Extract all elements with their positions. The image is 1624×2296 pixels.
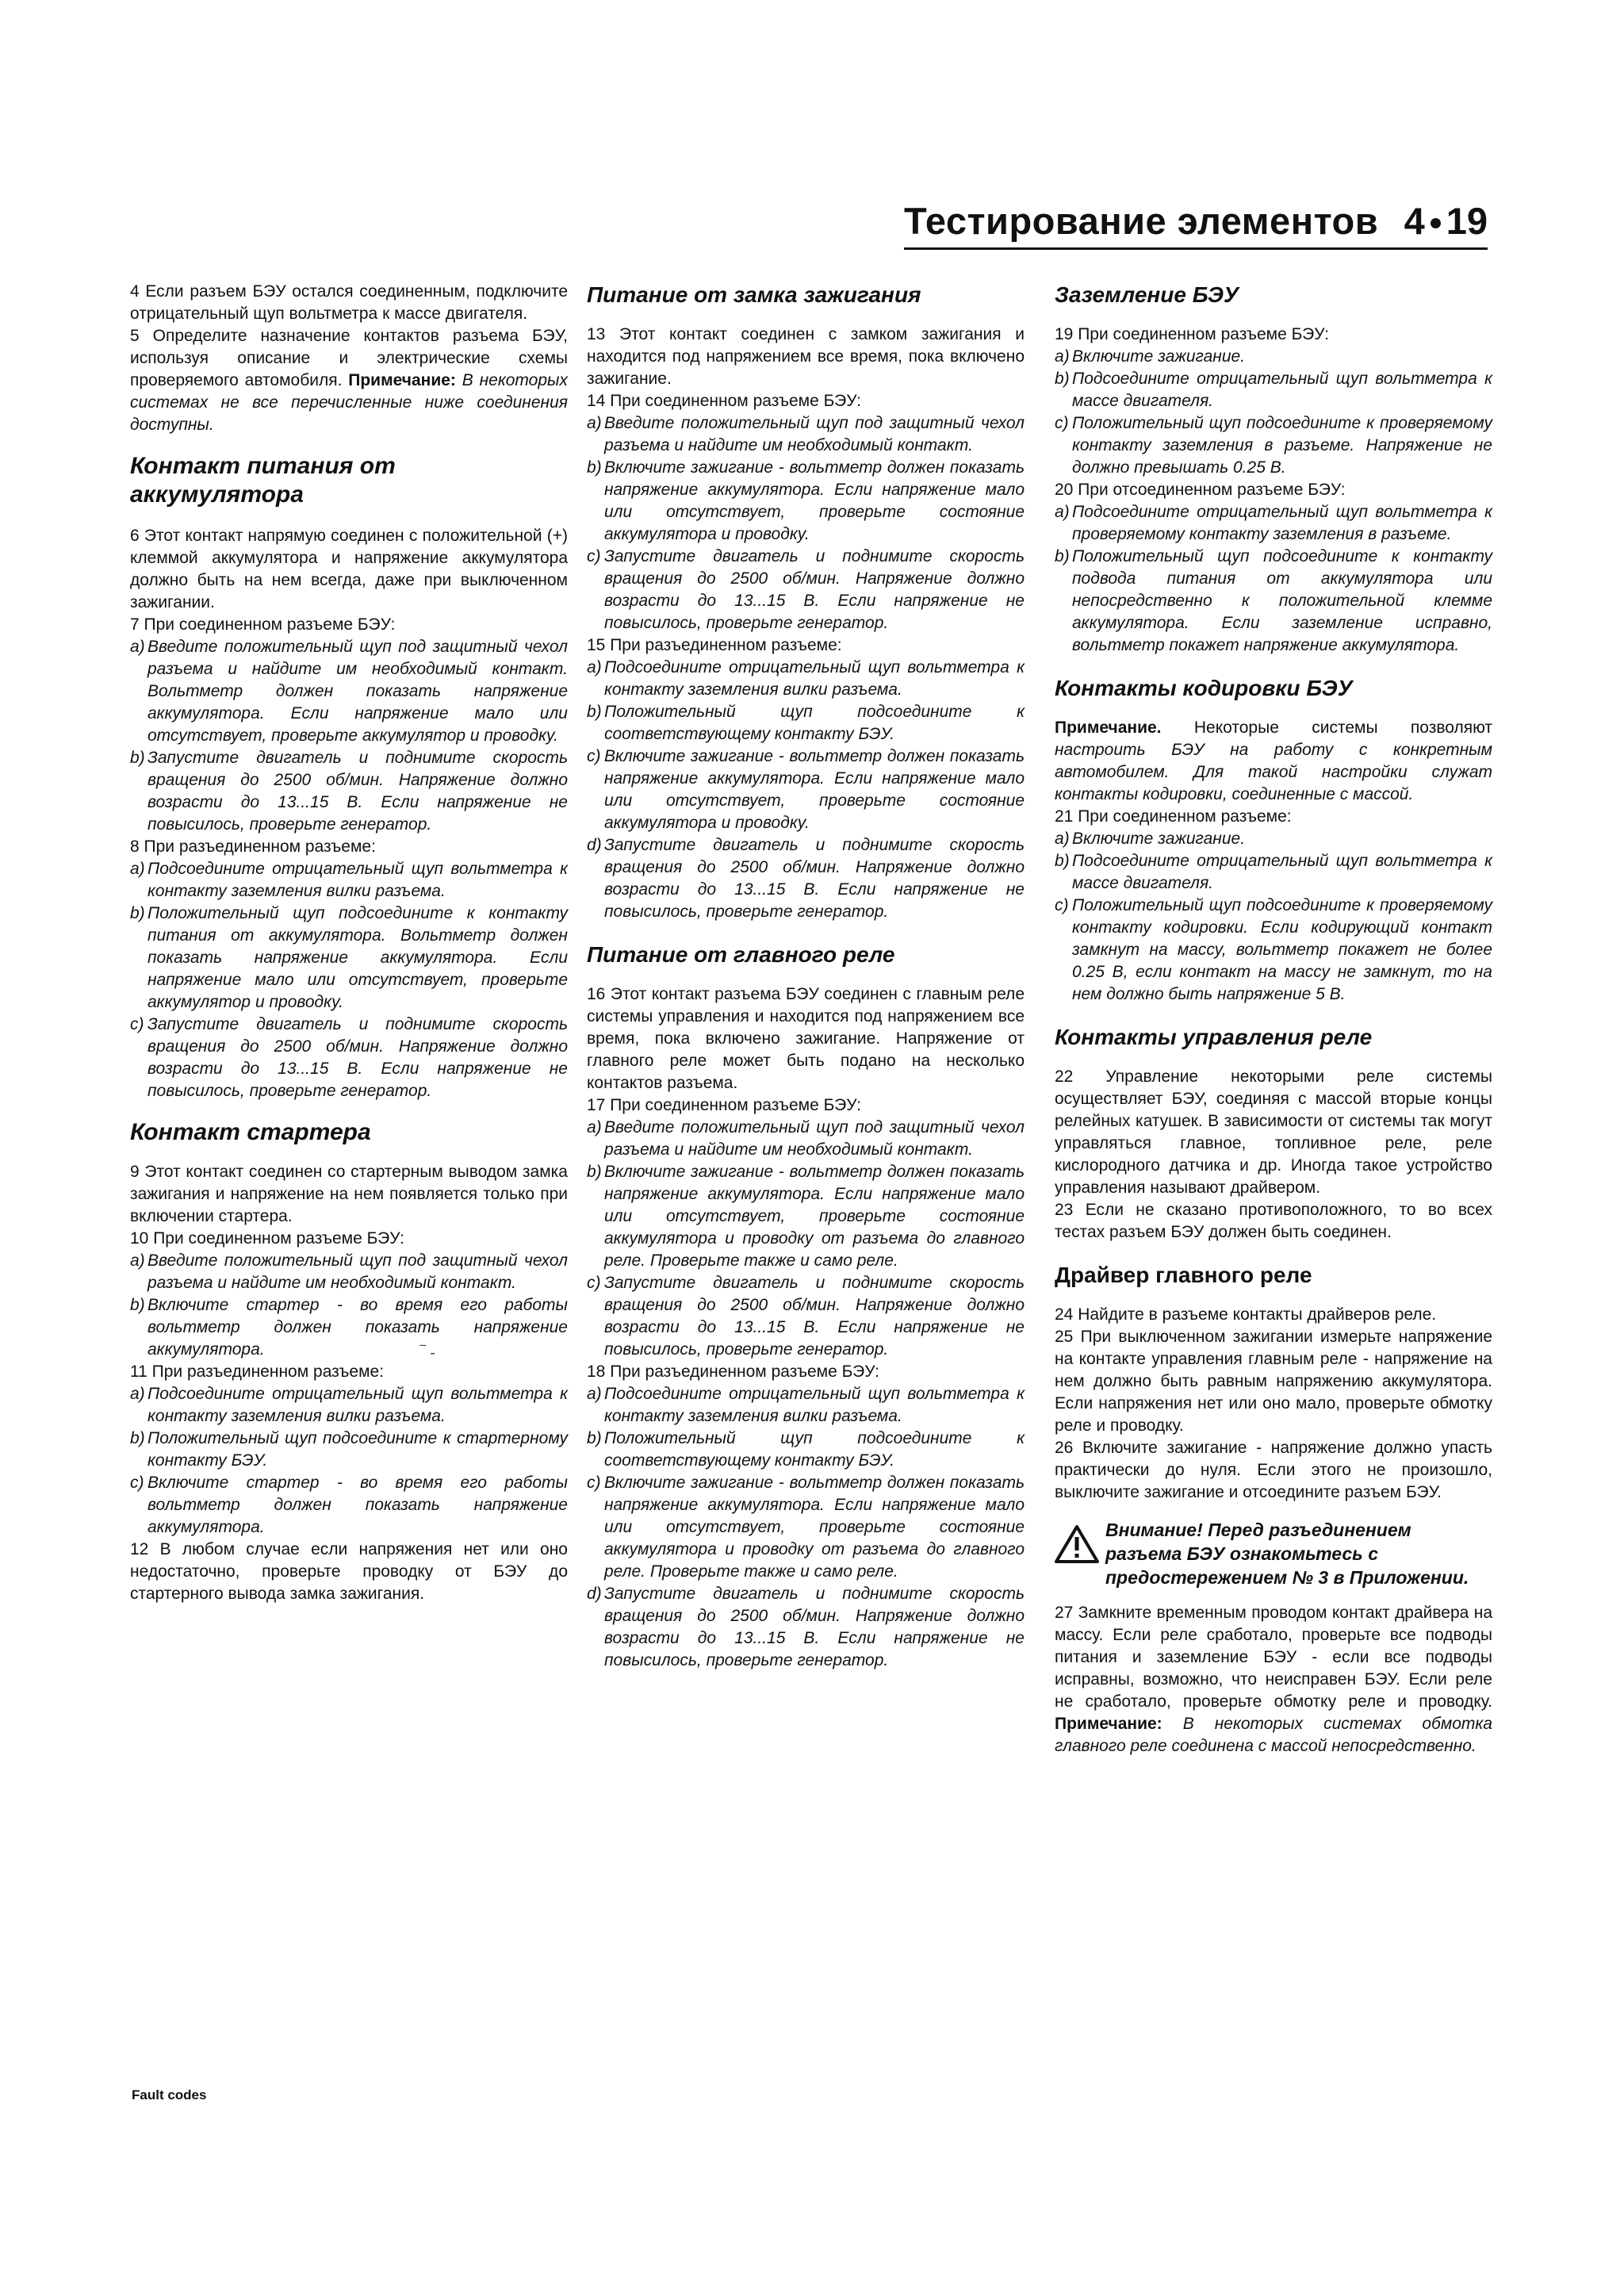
sub-item: a) Включите зажигание. xyxy=(1055,347,1246,366)
sub-item: a) Подсоедините отрицательный щуп вольтметра к контакту заземления вилки разъема. xyxy=(130,1385,568,1425)
sub-item: d) Запустите двигатель и поднимите скорость вращения до 2500 об/мин. Напряжение должно возрасти до 13...15 В. Если напряжение не повысилось, проверьте генератор. xyxy=(587,1585,1025,1669)
paragraph-9: 9 Этот контакт соединен со стартерным выводом замка зажигания и напряжение на нем появляется только при включении стартера. xyxy=(130,1163,568,1225)
sub-item: b) Положительный щуп подсоедините к соответствующему контакту БЭУ. xyxy=(587,1429,1025,1470)
header-rule xyxy=(904,247,1488,250)
sub-item: c) Включите зажигание - вольтметр должен показать напряжение аккумулятора. Если напряжение мало или отсутствует, проверьте состояние аккумулятора и проводку от разъема до главного реле. Проверьте также и само реле. xyxy=(587,1474,1025,1581)
paragraph-6: 6 Этот контакт напрямую соединен с положительной (+) клеммой аккумулятора и напряжение аккумулятора должно быть на нем всегда, даже при выключенном зажигании. xyxy=(130,527,568,611)
note-label: Примечание: xyxy=(348,371,456,389)
paragraph-4: 4 Если разъем БЭУ остался соединенным, подключите отрицательный щуп вольтметра к массе двигателя. xyxy=(130,282,568,323)
sub-item: c) Положительный щуп подсоедините к проверяемому контакту кодировки. Если кодирующий контакт замкнут на массу, вольтметр покажет не более 0.25 В, если контакт на массу не замкнут, то на нем должно быть напряжение 5 В. xyxy=(1055,896,1492,1003)
paragraph-23: 23 Если не сказано противоположного, то во всех тестах разъем БЭУ должен быть соединен. xyxy=(1055,1201,1492,1241)
sub-item: a) Подсоедините отрицательный щуп вольтметра к контакту заземления вилки разъема. xyxy=(587,658,1025,699)
sub-item: d) Запустите двигатель и поднимите скорость вращения до 2500 об/мин. Напряжение должно возрасти до 13...15 В. Если напряжение не повысилось, проверьте генератор. xyxy=(587,836,1025,921)
sub-item: b) Подсоедините отрицательный щуп вольтметра к массе двигателя. xyxy=(1055,370,1492,410)
sub-item: a) Введите положительный щуп под защитный чехол разъема и найдите им необходимый контакт. xyxy=(587,1118,1025,1159)
paragraph-22: 22 Управление некоторыми реле системы осуществляет БЭУ, соединяя с массой вторые концы релейных катушек. В зависимости от системы так могут управляться главное, топливное реле, реле кислородного датчика и др. Иногда такое устройство управления называют драйвером. xyxy=(1055,1068,1492,1197)
section-heading: Контакты кодировки БЭУ xyxy=(1055,676,1353,700)
paragraph-5: 5 Определите назначение контактов разъема БЭУ, используя описание и электрические схемы проверяемого автомобиля. Примечание: В некоторых системах не все перечисленные ниже соединения доступны. xyxy=(130,327,568,434)
paragraph-24: 24 Найдите в разъеме контакты драйверов реле. xyxy=(1055,1305,1437,1324)
warning-text: Внимание! Перед разъединением разъема БЭУ ознакомьтесь с предостережением № 3 в Приложении. xyxy=(1105,1520,1469,1588)
sub-item: c) Запустите двигатель и поднимите скорость вращения до 2500 об/мин. Напряжение должно возрасти до 13...15 В. Если напряжение не повысилось, проверьте генератор. xyxy=(587,547,1025,632)
paragraph-7: 7 При соединенном разъеме БЭУ: xyxy=(130,615,396,634)
stray-mark: ‾ - xyxy=(420,1344,435,1362)
paragraph-27: 27 Замкните временным проводом контакт драйвера на массу. Если реле сработало, проверьте все подводы питания и заземление БЭУ - если все подводы исправны, возможно, что неисправен БЭУ. Если реле не сработало, проверьте обмотку реле и проводку. Примечание: В некоторых системах обмотка главного реле соединена с массой непосредственно. xyxy=(1055,1604,1492,1755)
section-heading: Контакт стартера xyxy=(130,1119,371,1145)
note-text: В некоторых системах обмотка главного реле соединена с массой непосредственно. xyxy=(1055,1715,1492,1755)
sub-item: b) Положительный щуп подсоедините к стартерному контакту БЭУ. xyxy=(130,1429,568,1470)
page-number xyxy=(1404,199,1488,243)
paragraph-18: 18 При разъединенном разъеме БЭУ: xyxy=(587,1363,879,1381)
section-heading: Контакты управления реле xyxy=(1055,1025,1373,1049)
section-heading: Питание от главного реле xyxy=(587,942,895,967)
chapter-number: 4 xyxy=(1404,200,1425,242)
paragraph-17: 17 При соединенном разъеме БЭУ: xyxy=(587,1096,861,1114)
sub-item: b) Положительный щуп подсоедините к контакту питания от аккумулятора. Вольтметр должен показать напряжение аккумулятора. Если напряжение мало или отсутствует, проверьте аккумулятор и проводку. xyxy=(130,904,568,1011)
coding-note: Примечание. Некоторые системы позволяют настроить БЭУ на работу с конкретным автомобилем. Для такой настройки служат контакты кодировки, соединенные с массой. xyxy=(1055,719,1493,803)
sub-item: a) Подсоедините отрицательный щуп вольтметра к контакту заземления вилки разъема. xyxy=(587,1385,1025,1425)
sub-item: b) Включите зажигание - вольтметр должен показать напряжение аккумулятора. Если напряжение мало или отсутствует, проверьте состояние аккумулятора и проводку от разъема до главного реле. Проверьте также и само реле. xyxy=(587,1163,1025,1270)
column-2 xyxy=(587,281,1025,1672)
paragraph-15: 15 При разъединенном разъеме: xyxy=(587,636,842,654)
paragraph-21: 21 При соединенном разъеме: xyxy=(1055,807,1292,826)
section-heading: Питание от замка зажигания xyxy=(587,282,921,307)
sub-item: a) Включите зажигание. xyxy=(1055,830,1246,848)
section-heading: Драйвер главного реле xyxy=(1055,1263,1312,1287)
column-1 xyxy=(130,281,568,1605)
sub-item: b) Положительный щуп подсоедините к контакту подвода питания от аккумулятора или непосредственно к положительной клемме аккумулятора. Если заземление исправно, вольтметр покажет напряжение аккумулятора. xyxy=(1055,547,1492,654)
section-heading: Контакт питания от аккумулятора xyxy=(130,453,396,508)
paragraph-16: 16 Этот контакт разъема БЭУ соединен с главным реле системы управления и находится под напряжением все время, пока включено зажигание. Напряжение от главного реле может быть подано на несколько контактов разъема. xyxy=(587,985,1025,1092)
sub-item: a) Введите положительный щуп под защитный чехол разъема и найдите им необходимый контакт. xyxy=(130,1251,568,1292)
sub-item: c) Включите зажигание - вольтметр должен показать напряжение аккумулятора. Если напряжение мало или отсутствует, проверьте состояние аккумулятора и проводку. xyxy=(587,747,1025,832)
paragraph-8: 8 При разъединенном разъеме: xyxy=(130,838,376,856)
sub-item: b) Подсоедините отрицательный щуп вольтметра к массе двигателя. xyxy=(1055,852,1492,892)
warning-icon xyxy=(1055,1524,1105,1589)
paragraph-20: 20 При отсоединенном разъеме БЭУ: xyxy=(1055,481,1346,499)
paragraph-14: 14 При соединенном разъеме БЭУ: xyxy=(587,392,861,410)
paragraph-13: 13 Этот контакт соединен с замком зажигания и находится под напряжением все время, пока включено зажигание. xyxy=(587,325,1025,388)
sub-item: a) Введите положительный щуп под защитный чехол разъема и найдите им необходимый контакт. xyxy=(587,414,1025,454)
footer-text: Fault codes xyxy=(132,2087,207,2102)
paragraph-12: 12 В любом случае если напряжения нет или оно недостаточно, проверьте проводку от БЭУ до стартерного вывода замка зажигания. xyxy=(130,1540,568,1603)
paragraph-26: 26 Включите зажигание - напряжение должно упасть практически до нуля. Если этого не произошло, выключите зажигание и отсоедините разъем БЭУ. xyxy=(1055,1439,1492,1501)
page-number-value: 19 xyxy=(1446,200,1488,242)
sub-item: b) Включите стартер - во время его работы вольтметр должен показать напряжение аккумулятора. xyxy=(130,1296,568,1359)
sub-item: c) Запустите двигатель и поднимите скорость вращения до 2500 об/мин. Напряжение должно возрасти до 13...15 В. Если напряжение не повысилось, проверьте генератор. xyxy=(130,1015,568,1100)
running-title: Тестирование элементов xyxy=(904,200,1379,242)
sub-item: b) Включите зажигание - вольтметр должен показать напряжение аккумулятора. Если напряжение мало или отсутствует, проверьте состояние аккумулятора и проводку. xyxy=(587,458,1025,543)
sub-item: b) Запустите двигатель и поднимите скорость вращения до 2500 об/мин. Напряжение должно возрасти до 13...15 В. Если напряжение не повысилось, проверьте генератор. xyxy=(130,749,568,834)
paragraph-11: 11 При разъединенном разъеме: xyxy=(130,1363,385,1381)
sub-item: a) Введите положительный щуп под защитный чехол разъема и найдите им необходимый контакт. Вольтметр должен показать напряжение аккумулятора. Если напряжение мало или отсутствует, проверьте аккумулятор и проводку. xyxy=(130,638,568,745)
warning-box xyxy=(1055,1518,1492,1589)
running-head xyxy=(904,192,1488,243)
paragraph-10: 10 При соединенном разъеме БЭУ: xyxy=(130,1229,404,1248)
sub-item: a) Подсоедините отрицательный щуп вольтметра к проверяемому контакту заземления в разъеме. xyxy=(1055,503,1492,543)
sub-item: c) Включите стартер - во время его работы вольтметр должен показать напряжение аккумулятора. xyxy=(130,1474,568,1536)
sub-item: a) Подсоедините отрицательный щуп вольтметра к контакту заземления вилки разъема. xyxy=(130,860,568,900)
note-text: В некоторых системах не все перечисленные ниже соединения доступны. xyxy=(130,371,568,434)
note-label: Примечание: xyxy=(1055,1715,1162,1733)
bullet-dot xyxy=(1431,218,1441,228)
column-3 xyxy=(1055,281,1492,1757)
sub-item: b) Положительный щуп подсоедините к соответствующему контакту БЭУ. xyxy=(587,703,1025,743)
sub-item: c) Запустите двигатель и поднимите скорость вращения до 2500 об/мин. Напряжение должно возрасти до 13...15 В. Если напряжение не повысилось, проверьте генератор. xyxy=(587,1274,1025,1359)
paragraph-19: 19 При соединенном разъеме БЭУ: xyxy=(1055,325,1329,343)
sub-item: c) Положительный щуп подсоедините к проверяемому контакту заземления в разъеме. Напряжение не должно превышать 0.25 В. xyxy=(1055,414,1492,477)
paragraph-25: 25 При выключенном зажигании измерьте напряжение на контакте управления главным реле - напряжение на нем должно быть равным напряжению аккумулятора. Если напряжения нет или оно мало, проверьте обмотку реле и проводку. xyxy=(1055,1328,1492,1435)
section-heading: Заземление БЭУ xyxy=(1055,282,1239,307)
